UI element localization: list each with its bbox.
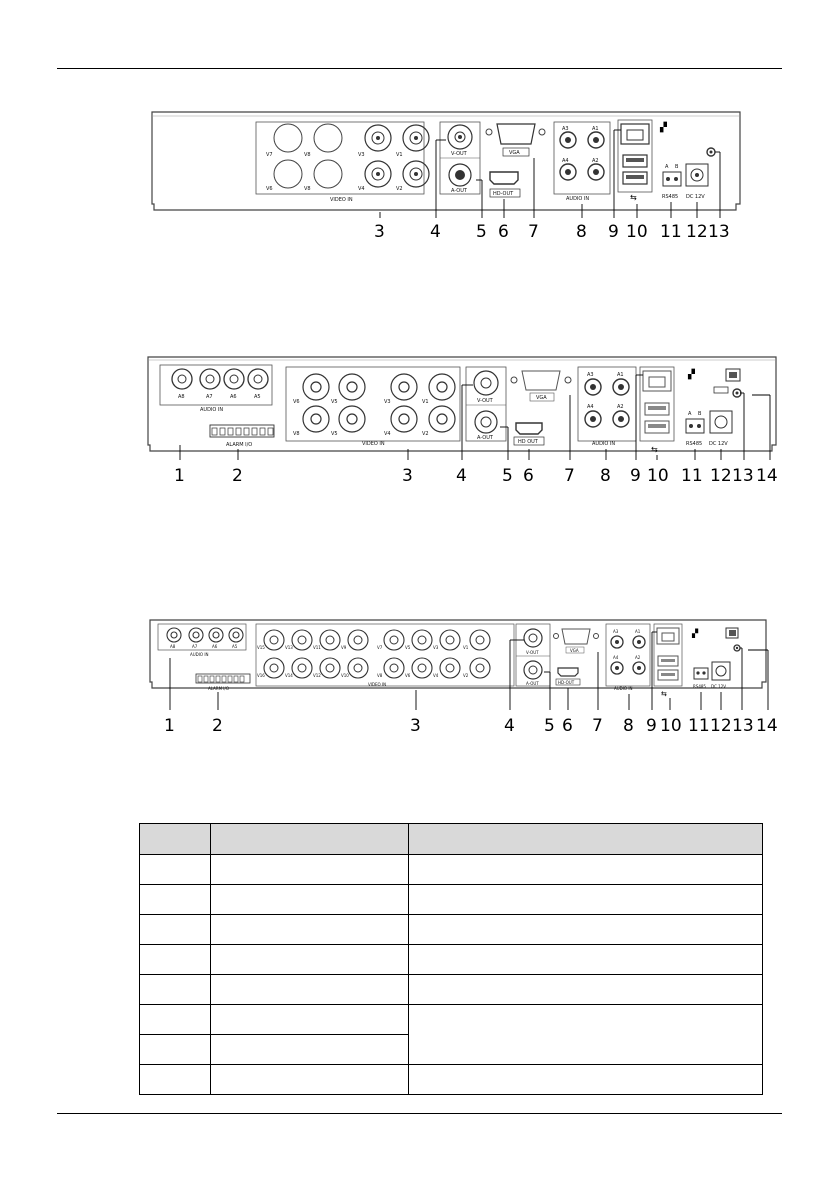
table-cell <box>140 885 211 915</box>
callout-9: 9 <box>608 222 619 242</box>
label-audio-in: AUDIO IN <box>614 686 633 691</box>
callout-9: 9 <box>646 716 657 736</box>
table-row <box>140 1005 763 1035</box>
label-video-in: VIDEO IN <box>362 441 385 447</box>
label-v10: V10 <box>341 673 349 678</box>
label-v6: V6 <box>405 673 411 678</box>
callout-5: 5 <box>502 466 513 486</box>
label-v1: V1 <box>463 645 469 650</box>
network-icon: ▞ <box>660 123 667 133</box>
callout-7: 7 <box>592 716 603 736</box>
label-v-out: V-OUT <box>526 650 539 655</box>
callout-6: 6 <box>562 716 573 736</box>
table-cell <box>211 945 409 975</box>
label-v8: V8 <box>304 152 311 158</box>
table-cell <box>409 975 763 1005</box>
label-a5: A5 <box>254 394 261 400</box>
label-v11: V11 <box>313 645 321 650</box>
label-v5: V5 <box>405 645 411 650</box>
table-cell <box>211 1065 409 1095</box>
table-row <box>140 975 763 1005</box>
label-v16: V16 <box>257 673 265 678</box>
label-dc12v: DC 12V <box>709 441 728 447</box>
label-a8: A8 <box>178 394 185 400</box>
callout-11: 11 <box>688 716 710 736</box>
label-v9: V9 <box>341 645 347 650</box>
label-a7: A7 <box>206 394 213 400</box>
table-cell <box>409 1065 763 1095</box>
table-cell <box>211 915 409 945</box>
table-cell <box>211 975 409 1005</box>
callout-10: 10 <box>626 222 648 242</box>
header-name <box>211 824 409 855</box>
label-v12: V12 <box>313 673 321 678</box>
label-a2: A2 <box>635 655 641 660</box>
label-a-out: A-OUT <box>526 681 539 686</box>
callout-8: 8 <box>600 466 611 486</box>
callout-3: 3 <box>374 222 385 242</box>
rear-panel-8ch <box>140 345 780 490</box>
rear-panel-4ch <box>140 100 760 250</box>
callout-9: 9 <box>630 466 641 486</box>
label-v-out: V-OUT <box>477 398 493 404</box>
callout-6: 6 <box>498 222 509 242</box>
callout-10: 10 <box>647 466 669 486</box>
callout-numbers <box>374 222 730 242</box>
callout-13: 13 <box>708 222 730 242</box>
label-v2: V2 <box>463 673 469 678</box>
label-a2: A2 <box>592 158 599 164</box>
callout-8: 8 <box>576 222 587 242</box>
table-row <box>140 1065 763 1095</box>
callout-4: 4 <box>504 716 515 736</box>
table-cell <box>211 1005 409 1035</box>
table-cell-merged <box>409 1005 763 1065</box>
table-cell <box>140 1065 211 1095</box>
label-hd-out: HD OUT <box>518 439 538 445</box>
label-a-out: A-OUT <box>451 188 467 194</box>
callout-numbers <box>164 716 778 736</box>
usb-icon: ⇆ <box>661 690 667 698</box>
label-v4: V4 <box>358 186 365 192</box>
label-a3: A3 <box>562 126 569 132</box>
label-rs485-a: A <box>665 164 669 170</box>
label-audio-in: AUDIO IN <box>592 441 616 447</box>
label-v5: V5 <box>331 399 338 405</box>
label-v3: V3 <box>433 645 439 650</box>
label-rs485: RS485 <box>693 684 706 689</box>
callout-13: 13 <box>732 716 754 736</box>
label-video-in: VIDEO IN <box>330 197 353 203</box>
label-rs485: RS485 <box>662 194 679 200</box>
label-a4: A4 <box>562 158 569 164</box>
table-cell <box>211 855 409 885</box>
table-cell <box>140 915 211 945</box>
label-v8: V8 <box>293 431 300 437</box>
table-cell <box>140 975 211 1005</box>
label-vga: VGA <box>536 395 547 401</box>
label-v8b: V8 <box>304 186 311 192</box>
table-cell <box>140 1035 211 1065</box>
label-v14: V14 <box>285 673 293 678</box>
table-cell <box>409 915 763 945</box>
label-a8: A8 <box>170 644 176 649</box>
callout-1: 1 <box>164 716 175 736</box>
header-description <box>409 824 763 855</box>
label-rs485-a: A <box>688 411 692 417</box>
callout-10: 10 <box>660 716 682 736</box>
usb-icon: ⇆ <box>651 445 658 454</box>
header-rule <box>57 68 782 69</box>
label-v1: V1 <box>396 152 403 158</box>
callout-4: 4 <box>456 466 467 486</box>
label-v6: V6 <box>293 399 300 405</box>
table-header-row <box>140 824 763 855</box>
label-a3: A3 <box>587 372 594 378</box>
rear-panel-16ch <box>140 612 790 737</box>
callout-2: 2 <box>212 716 223 736</box>
label-v4: V4 <box>433 673 439 678</box>
label-a6: A6 <box>230 394 237 400</box>
table-cell <box>409 885 763 915</box>
label-a-out: A-OUT <box>477 435 493 441</box>
table-row <box>140 915 763 945</box>
callout-5: 5 <box>476 222 487 242</box>
callout-1: 1 <box>174 466 185 486</box>
callout-13: 13 <box>732 466 754 486</box>
network-icon: ▞ <box>688 370 695 380</box>
label-v2: V2 <box>422 431 429 437</box>
table-cell <box>211 885 409 915</box>
label-a1: A1 <box>592 126 599 132</box>
table-cell <box>140 1005 211 1035</box>
callout-12: 12 <box>710 466 732 486</box>
label-v7: V5 <box>331 431 338 437</box>
label-v1: V1 <box>422 399 429 405</box>
callout-3: 3 <box>410 716 421 736</box>
callout-5: 5 <box>544 716 555 736</box>
table-cell <box>140 855 211 885</box>
label-v3: V3 <box>358 152 365 158</box>
label-vga: VGA <box>570 648 579 653</box>
label-v4: V4 <box>384 431 391 437</box>
callout-14: 14 <box>756 716 778 736</box>
label-v8: V8 <box>377 673 383 678</box>
label-v-out: V-OUT <box>451 151 467 157</box>
table-cell <box>211 1035 409 1065</box>
footer-rule <box>57 1113 782 1114</box>
table-cell <box>140 945 211 975</box>
label-v7: V7 <box>377 645 383 650</box>
label-vga: VGA <box>509 150 520 156</box>
label-hd-out: HD-OUT <box>493 191 514 197</box>
label-a1: A1 <box>617 372 624 378</box>
label-v3: V3 <box>384 399 391 405</box>
callout-7: 7 <box>564 466 575 486</box>
table-cell <box>409 945 763 975</box>
label-v15: V15 <box>257 645 265 650</box>
label-video-in: VIDEO IN <box>368 682 387 687</box>
label-v2: V2 <box>396 186 403 192</box>
label-audio-in-left: AUDIO IN <box>200 407 224 413</box>
label-a6: A6 <box>212 644 218 649</box>
label-a5: A5 <box>232 644 238 649</box>
callout-6: 6 <box>523 466 534 486</box>
label-rs485-b: B <box>698 411 702 417</box>
label-a1: A1 <box>635 629 641 634</box>
callout-14: 14 <box>756 466 778 486</box>
table-row <box>140 885 763 915</box>
label-audio-in: AUDIO IN <box>566 196 590 202</box>
callout-11: 11 <box>660 222 682 242</box>
label-a7: A7 <box>192 644 198 649</box>
callout-3: 3 <box>402 466 413 486</box>
callout-12: 12 <box>686 222 708 242</box>
label-dc12v: DC 12V <box>686 194 705 200</box>
usb-icon: ⇆ <box>630 193 637 202</box>
callout-12: 12 <box>710 716 732 736</box>
label-alarm-io: ALARM I/O <box>208 686 229 691</box>
label-dc12v: DC 12V <box>711 684 726 689</box>
label-rs485: RS485 <box>686 441 703 447</box>
callout-4: 4 <box>430 222 441 242</box>
label-v13: V13 <box>285 645 293 650</box>
table-row <box>140 945 763 975</box>
header-no <box>140 824 211 855</box>
table-row <box>140 855 763 885</box>
label-hd-out: HD-OUT <box>558 680 575 685</box>
label-a4: A4 <box>587 404 594 410</box>
callout-11: 11 <box>681 466 703 486</box>
callout-2: 2 <box>232 466 243 486</box>
label-audio-in-left: AUDIO IN <box>190 652 209 657</box>
label-a3: A3 <box>613 629 619 634</box>
network-icon: ▞ <box>692 629 699 638</box>
label-a4: A4 <box>613 655 619 660</box>
label-alarm-io: ALARM I/O <box>226 442 253 448</box>
callout-8: 8 <box>623 716 634 736</box>
label-rs485-b: B <box>675 164 679 170</box>
connector-table <box>139 823 763 1095</box>
table-cell <box>409 855 763 885</box>
label-v7: V7 <box>266 152 273 158</box>
label-a2: A2 <box>617 404 624 410</box>
callout-7: 7 <box>528 222 539 242</box>
callout-numbers <box>174 466 778 486</box>
label-v6: V6 <box>266 186 273 192</box>
